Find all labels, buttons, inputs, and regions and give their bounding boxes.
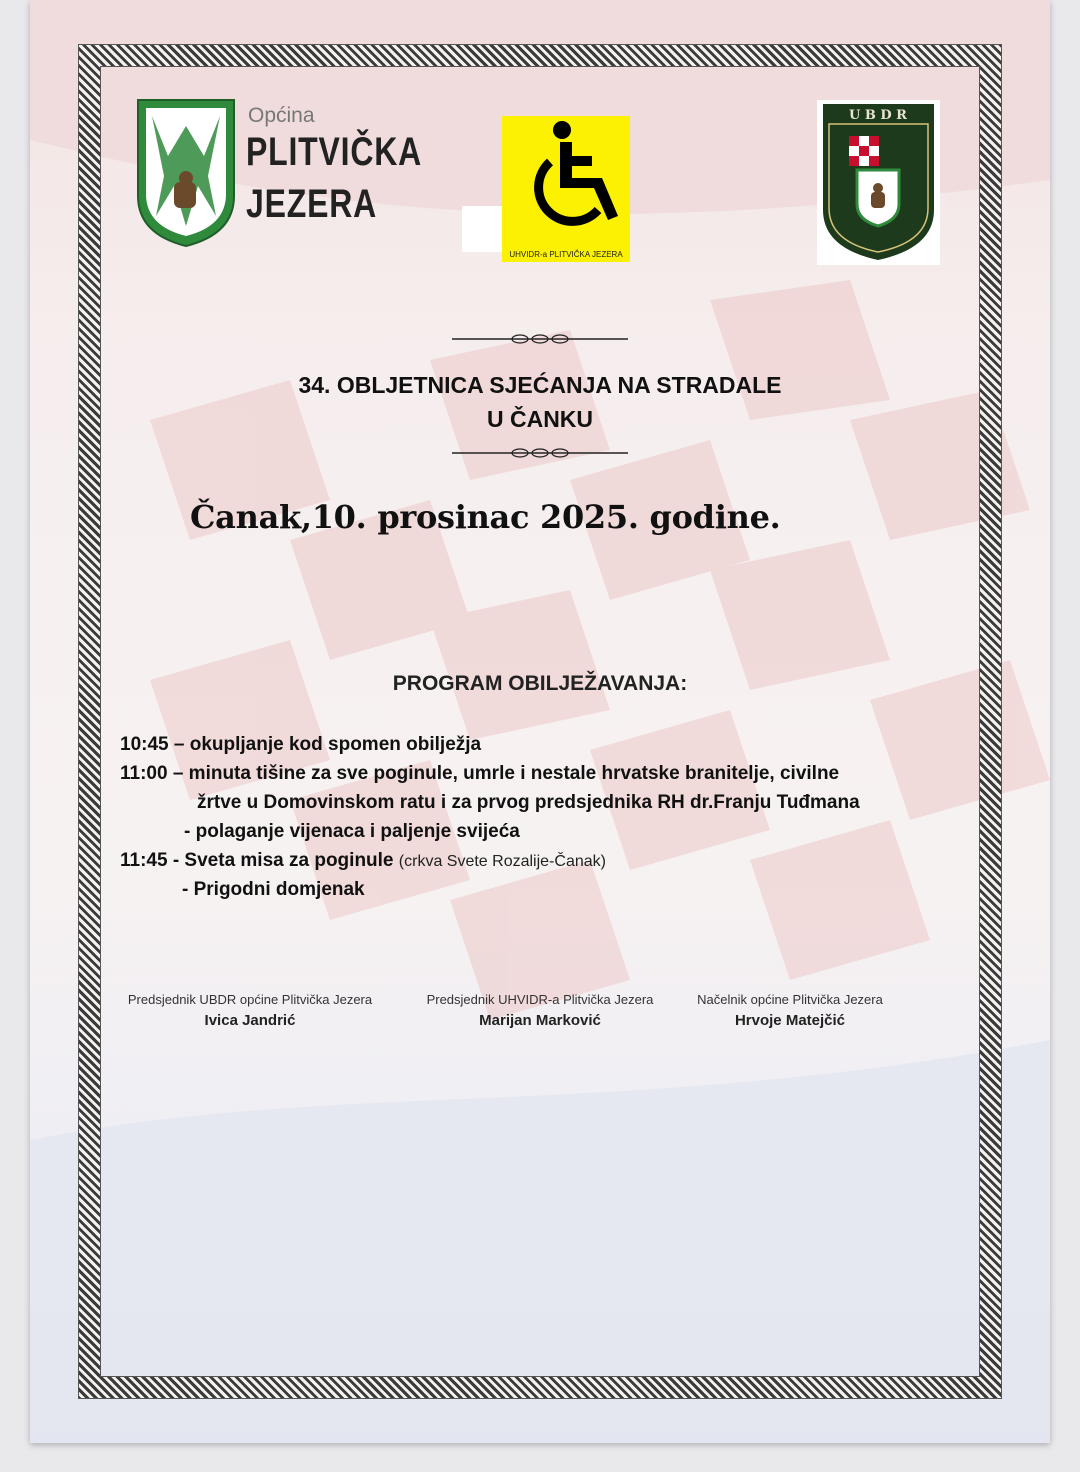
wheelchair-icon <box>502 116 630 244</box>
white-patch <box>462 206 502 252</box>
program-item-text: - Prigodni domjenak <box>182 879 365 900</box>
signature-role: Predsjednik UHVIDR-a Plitvička Jezera <box>426 992 654 1007</box>
program-item <box>120 846 980 875</box>
opcina-label: Općina <box>248 104 315 127</box>
municipal-crest-icon <box>134 96 238 248</box>
ubdr-logo <box>817 100 940 265</box>
signature-block <box>680 992 900 1029</box>
signature-name: Ivica Jandrić <box>204 1012 296 1029</box>
jezera-label: JEZERA <box>246 182 378 226</box>
program-item <box>120 759 980 788</box>
event-date: Čanak,10. prosinac 2025. godine. <box>190 498 781 536</box>
program-item <box>120 817 980 846</box>
program-list <box>120 730 980 904</box>
ornament-divider-bottom <box>450 446 630 460</box>
title-line-1: 34. OBLJETNICA SJEĆANJA NA STRADALE <box>298 372 782 398</box>
signature-role: Predsjednik UBDR općine Plitvička Jezera <box>127 992 373 1007</box>
event-title <box>230 368 850 436</box>
program-item-text: 11:00 – minuta tišine za sve poginule, umrle i nestale hrvatske branitelje, civilne <box>120 763 840 784</box>
program-item-note: (crkva Svete Rozalije-Čanak) <box>398 853 606 870</box>
program-item <box>120 875 980 904</box>
signature-name: Hrvoje Matejčić <box>734 1012 846 1029</box>
program-item <box>120 730 980 759</box>
document-page <box>30 0 1050 1443</box>
ornament-divider-top <box>450 332 630 346</box>
program-item-text: - polaganje vijenaca i paljenje svijeća <box>184 821 520 842</box>
uhvidr-caption: UHVIDR-a PLITVIČKA JEZERA <box>509 250 623 259</box>
ubdr-letters: U B D R <box>849 108 907 123</box>
signature-role: Načelnik općine Plitvička Jezera <box>697 992 883 1007</box>
signature-block <box>420 992 660 1029</box>
plitvicka-jezera-logo <box>134 96 454 256</box>
signature-name: Marijan Marković <box>479 1012 601 1029</box>
ubdr-shield-icon <box>817 100 940 265</box>
program-item-text: 11:45 - Sveta misa za poginule <box>120 850 399 871</box>
plitvicka-label: PLITVIČKA <box>246 130 423 174</box>
program-item-continuation <box>120 788 980 817</box>
signatures <box>90 992 990 1042</box>
program-heading: PROGRAM OBILJEŽAVANJA: <box>392 672 688 695</box>
title-line-2: U ČANKU <box>486 406 594 432</box>
signature-block <box>120 992 380 1029</box>
uhvidr-logo <box>502 116 630 262</box>
program-item-text: žrtve u Domovinskom ratu i za prvog predsjednika RH dr.Franju Tuđmana <box>197 792 860 813</box>
program-item-text: 10:45 – okupljanje kod spomen obilježja <box>120 734 482 755</box>
